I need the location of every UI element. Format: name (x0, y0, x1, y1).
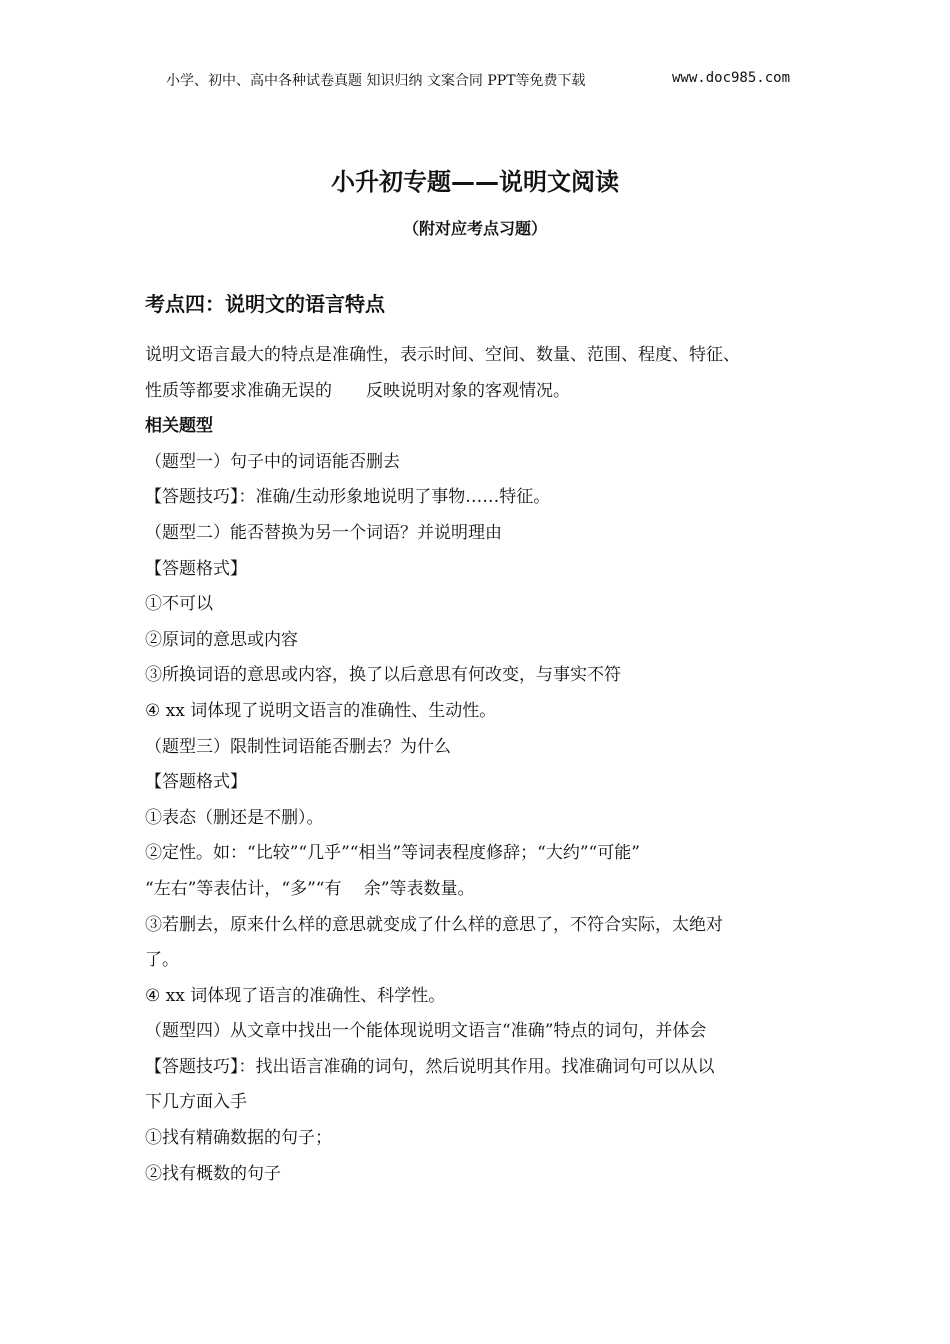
body-line: ②定性。如：“比较”“几乎”“相当”等词表程度修辞；“大约”“可能” (145, 843, 640, 864)
document-body (145, 338, 825, 1192)
body-line: 【答题格式】 (145, 558, 247, 579)
header-site-description: 小学、初中、高中各种试卷真题 知识归纳 文案合同 PPT等免费下载 (166, 73, 586, 89)
header-site-url: www.doc985.com (672, 70, 791, 86)
body-line: ①表态（删还是不删）。 (145, 807, 324, 828)
subheading-related-question-types: 相关题型 (145, 416, 213, 437)
body-line: “左右”等表估计，“多”“有 余”等表数量。 (145, 878, 475, 899)
body-line: 【答题技巧】：找出语言准确的词句，然后说明其作用。找准确词句可以从以 (145, 1056, 715, 1077)
body-line: 了。 (145, 950, 179, 971)
body-line: ①找有精确数据的句子； (145, 1128, 332, 1149)
body-line: （题型二）能否替换为另一个词语？并说明理由 (145, 522, 502, 543)
body-line: ①不可以 (145, 594, 213, 615)
body-line: 【答题格式】 (145, 772, 247, 793)
body-line: （题型三）限制性词语能否删去？为什么 (145, 736, 451, 757)
body-line: ③若删去，原来什么样的意思就变成了什么样的意思了，不符合实际，太绝对 (145, 914, 723, 935)
body-line: 【答题技巧】：准确/生动形象地说明了事物……特征。 (145, 487, 551, 508)
body-line: 性质等都要求准确无误的 反映说明对象的客观情况。 (145, 380, 570, 401)
body-line: ②原词的意思或内容 (145, 629, 298, 650)
body-line: （题型四）从文章中找出一个能体现说明文语言“准确”特点的词句，并体会 (145, 1021, 707, 1042)
body-line: ④ xx 词体现了语言的准确性、科学性。 (145, 985, 446, 1006)
section-heading: 考点四：说明文的语言特点 (145, 292, 385, 316)
body-line: ④ xx 词体现了说明文语言的准确性、生动性。 (145, 700, 497, 721)
body-line: （题型一）句子中的词语能否删去 (145, 451, 400, 472)
body-line: 说明文语言最大的特点是准确性，表示时间、空间、数量、范围、程度、特征、 (145, 345, 740, 365)
body-line: 下几方面入手 (145, 1092, 247, 1113)
document-subtitle: （附对应考点习题） (402, 219, 547, 238)
document-title: 小升初专题——说明文阅读 (331, 168, 619, 196)
body-line: ②找有概数的句子 (145, 1163, 281, 1184)
body-line: ③所换词语的意思或内容，换了以后意思有何改变，与事实不符 (145, 665, 621, 686)
